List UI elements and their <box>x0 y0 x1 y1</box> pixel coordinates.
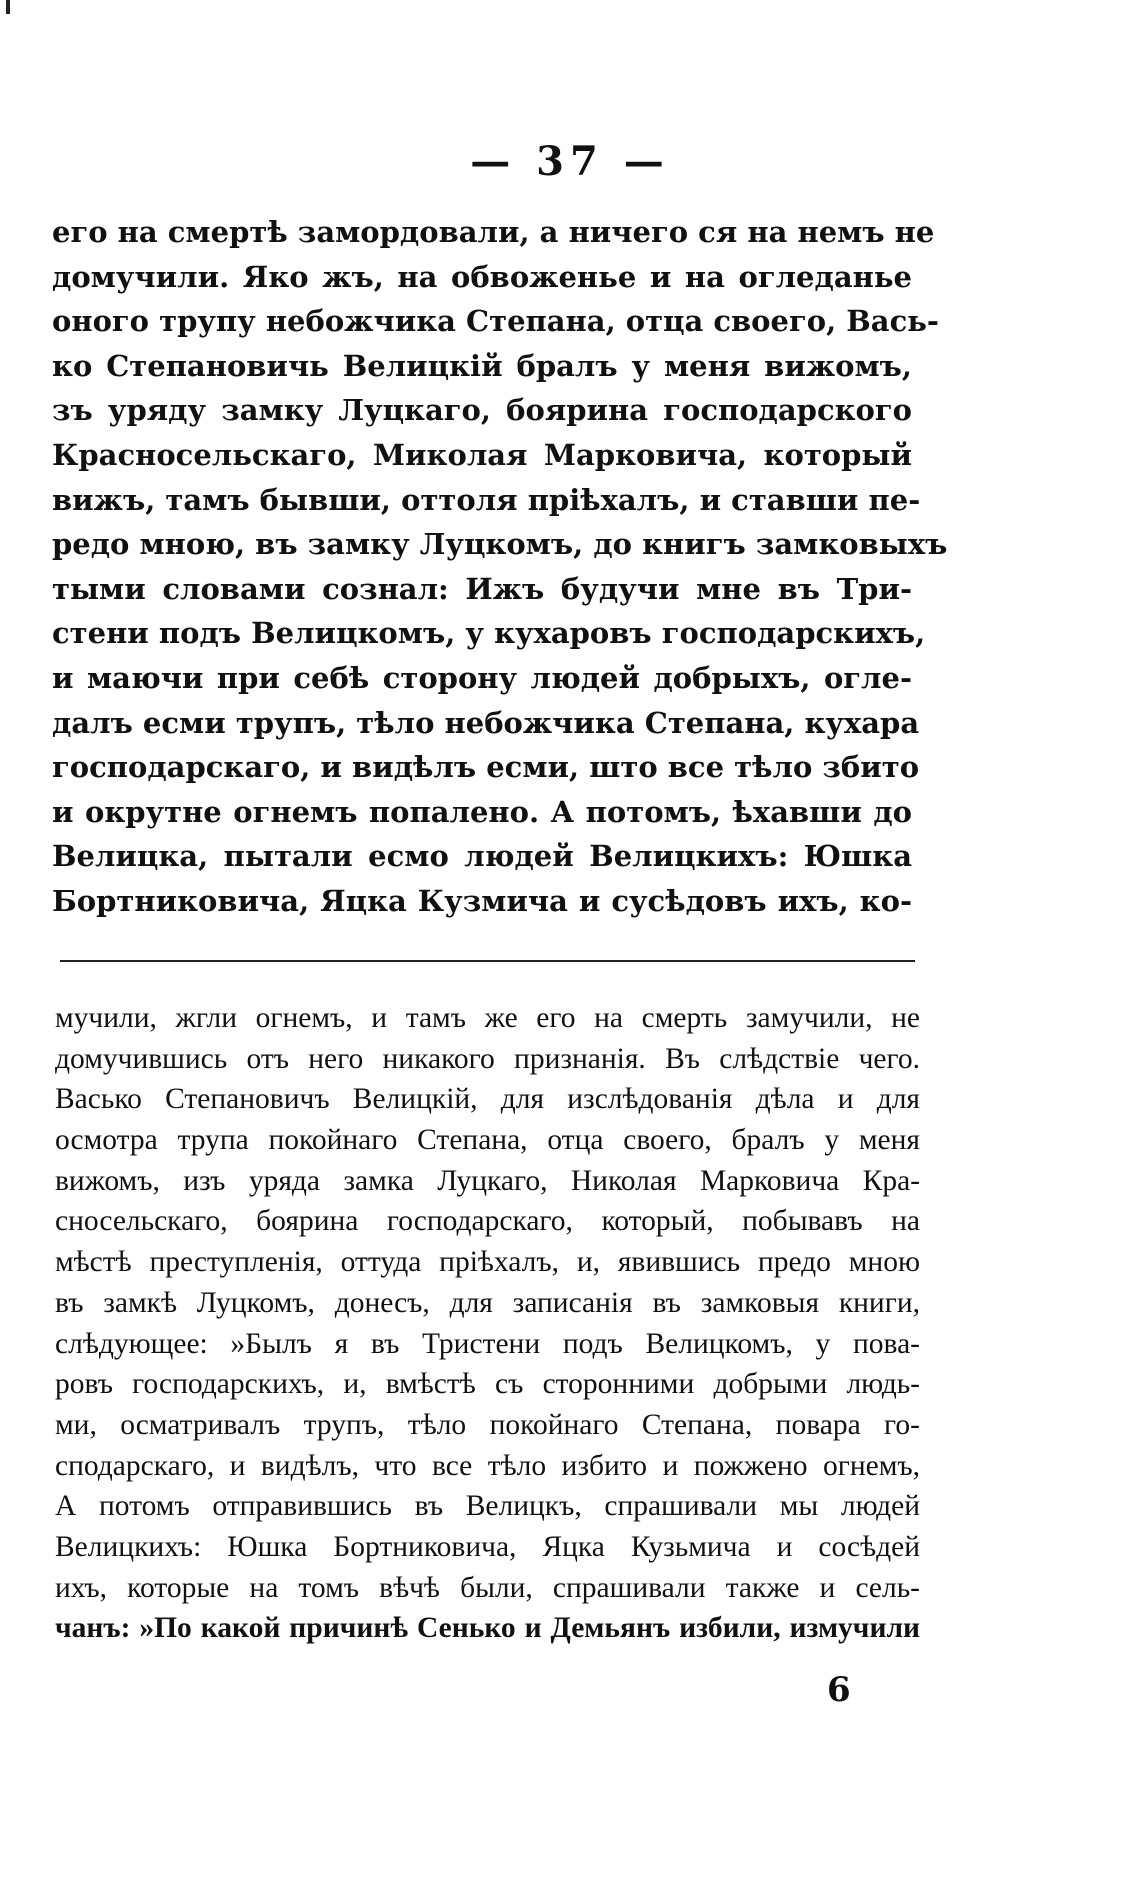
original-line: вижъ, тамъ бывши, оттоля пріѣхалъ, и ставши пе- <box>52 482 921 517</box>
original-line: ко Степановичь Велицкій бралъ у меня вижомъ, <box>52 348 912 383</box>
translation-line: въ замкѣ Луцкомъ, донесъ, для записанія въ замковыя книги, <box>55 1286 920 1319</box>
translation-line: сподарскаго, и видѣлъ, что все тѣло избито и пожжено огнемъ, <box>55 1449 920 1482</box>
translation-line: ровъ господарскихъ, и, вмѣстѣ съ сторонними добрыми людь- <box>55 1368 920 1401</box>
original-line: его на смертѣ замордовали, а ничего ся на немъ не <box>52 215 935 249</box>
original-line: оного трупу небожчика Степана, отца своего, Вась- <box>52 304 939 339</box>
translation-line: домучившись отъ него никакого признанія. Въ слѣдствіе чего. <box>55 1042 920 1075</box>
translation-line: чанъ: »По какой причинѣ Сенько и Демьянъ избили, измучили <box>55 1612 920 1645</box>
original-line: стени подъ Велицкомъ, у кухаровъ господарскихъ, <box>52 616 926 651</box>
original-line: и окрутне огнемъ попалено. А потомъ, ѣхавши до <box>52 794 912 829</box>
translation-line: ихъ, которые на томъ вѣчѣ были, спрашивали также и сель- <box>55 1571 920 1604</box>
original-line: Велицка, пытали есмо людей Велицкихъ: Юшка <box>52 839 912 874</box>
translation-text-block <box>55 998 920 1649</box>
original-line: зъ уряду замку Луцкаго, боярина господарского <box>52 393 912 428</box>
translation-line: вижомъ, изъ уряда замка Луцкаго, Николая Марковича Кра- <box>55 1164 920 1197</box>
original-line: Бортниковича, Яцка Кузмича и сусѣдовъ ихъ, ко- <box>52 883 912 918</box>
original-line: домучили. Яко жъ, на обвоженье и на огледанье <box>52 259 912 294</box>
translation-line: А потомъ отправившись въ Велицкъ, спрашивали мы людей <box>55 1490 920 1523</box>
original-line: и маючи при себѣ сторону людей добрыхъ, огле- <box>52 660 912 695</box>
original-line: господарскаго, и видѣлъ есми, што все тѣло збито <box>52 750 920 785</box>
original-line: тыми словами сознал: Ижъ будучи мне въ Три- <box>52 571 912 606</box>
translation-line: мучили, жгли огнемъ, и тамъ же его на смерть замучили, не <box>55 1002 920 1034</box>
translation-line: Васько Степановичъ Велицкій, для изслѣдованія дѣла и для <box>55 1083 920 1116</box>
original-text-block <box>52 210 948 924</box>
original-line: далъ есми трупъ, тѣло небожчика Степана, кухара <box>52 705 920 740</box>
signature-mark: 6 <box>827 1670 851 1710</box>
page-number: — 37 — <box>470 138 670 185</box>
translation-line: Велицкихъ: Юшка Бортниковича, Яцка Кузьмича и сосѣдей <box>55 1530 920 1563</box>
original-line: Красносельскаго, Миколая Марковича, который <box>52 437 912 472</box>
original-line: редо мною, въ замку Луцкомъ, до книгъ замковыхъ <box>52 527 948 562</box>
section-divider <box>60 960 915 962</box>
translation-line: сносельскаго, боярина господарскаго, который, побывавъ на <box>55 1205 920 1238</box>
translation-line: ми, осматривалъ трупъ, тѣло покойнаго Степана, повара го- <box>55 1408 920 1441</box>
translation-line: осмотра трупа покойнаго Степана, отца своего, бралъ у меня <box>55 1124 920 1157</box>
translation-line: слѣдующее: »Былъ я въ Тристени подъ Велицкомъ, у пова- <box>55 1327 920 1360</box>
corner-mark <box>6 0 10 14</box>
translation-line: мѣстѣ преступленія, оттуда пріѣхалъ, и, явившись предо мною <box>55 1246 920 1279</box>
